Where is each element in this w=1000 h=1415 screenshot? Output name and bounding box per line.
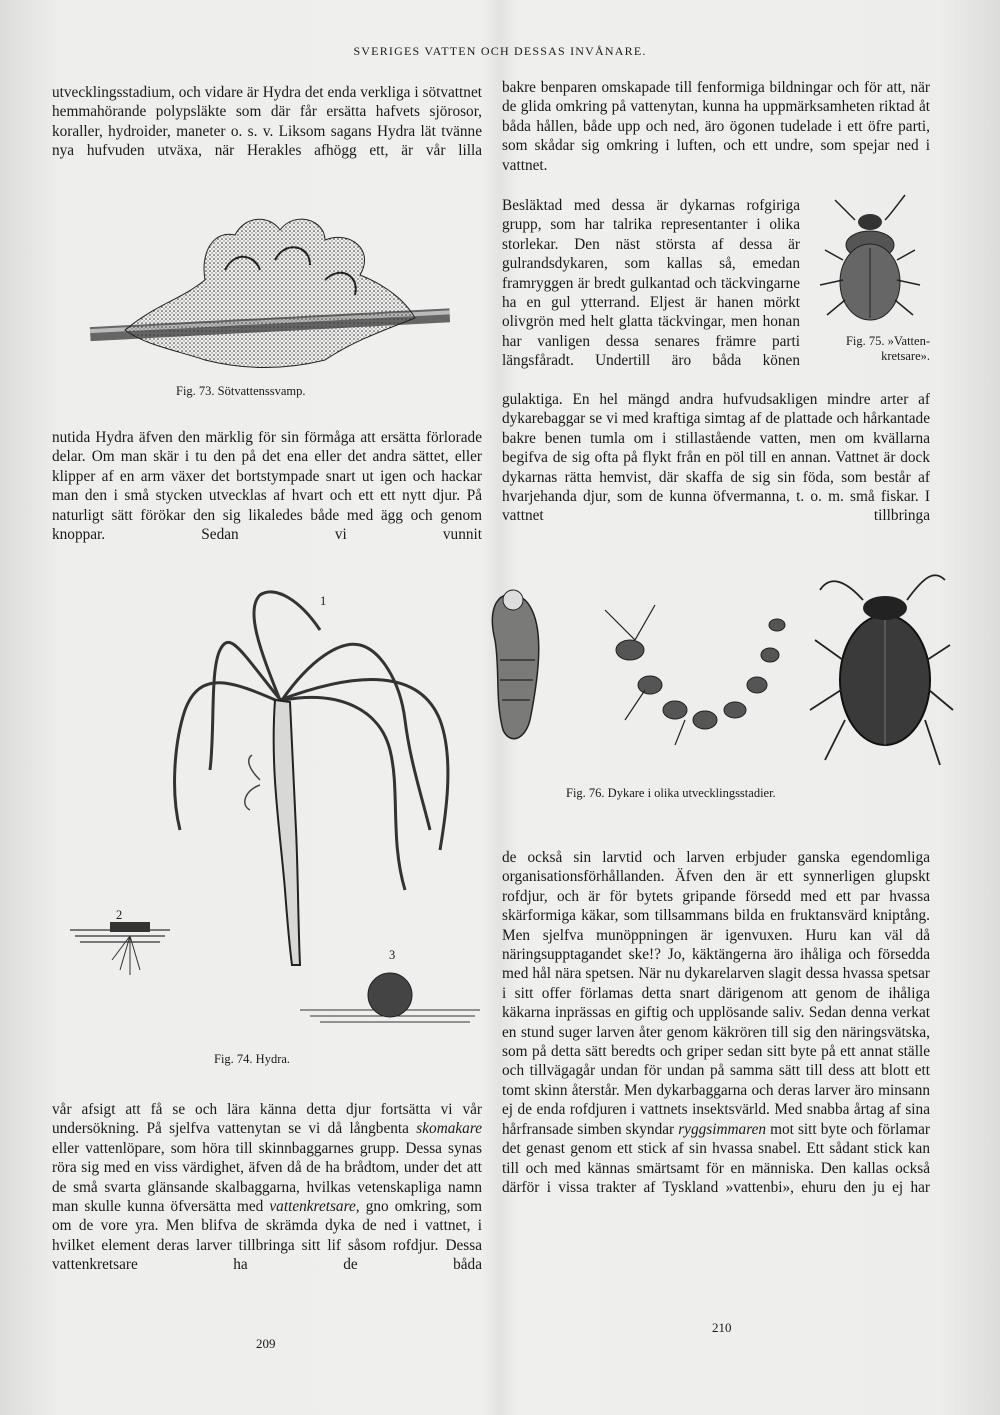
fig75-caption-line1: Fig. 75. »Vatten- xyxy=(845,334,930,348)
fig73-caption: Fig. 73. Sötvattenssvamp. xyxy=(176,384,306,398)
fig74-caption: Fig. 74. Hydra. xyxy=(214,1052,291,1066)
term-skomakare: skomakare xyxy=(416,1120,482,1138)
left-paragraph-3-text-a: vår afsigt att få se och lära känna detta djur fortsätta vi vår undersökning. På sjelfva vattenytan se vi då långbenta xyxy=(52,1101,482,1138)
right-paragraph-1-wrap xyxy=(502,196,800,371)
right-paragraph-1-top xyxy=(502,78,930,175)
left-paragraph-1 xyxy=(52,83,482,161)
fig76-diving-beetle-stages-illustration xyxy=(485,560,955,785)
right-paragraph-2 xyxy=(502,848,930,1197)
fig75-caption xyxy=(818,334,930,364)
left-paragraph-3 xyxy=(52,1100,482,1275)
right-paragraph-1-wrap-text: Besläktad med dessa är dykarnas rofgiriga grupp, som har talrika representanter i olika storlekar. Den näst största af dessa är gulrandsdykaren, som kallas så, emedan framryggen är bredt gulkantad och täckvingarne ha en gul ytterrand. Eljest är hanen mörkt olivgrön med helt glatta täckvingar, men honan har vanligen dessa senares främre parti längsfåradt. Undertill äro båda könen xyxy=(502,197,800,370)
left-paragraph-2 xyxy=(52,428,482,544)
left-paragraph-3-text-b: eller vattenlöpare, som höra till skinnbaggarnes grupp. Dessa synas röra sig med en viss värdighet, äfven då de ha brådtom, under det att de små svarta glänsande skalbaggarna, hvilkas vetenskapliga namn man skulle kunna öfversätta med xyxy=(52,1139,482,1216)
right-paragraph-2-text-a: de också sin larvtid och larven erbjuder ganska egendomliga organisationsförhållanden. Äfven den är ett synnerligen glupskt rofdjur, och är för bytets gripande försedd med ett par hvassa skärformiga käkar, som tillsammans bilda en fruktansvärd kniptång. Men sjelfva munöppningen är igenvuxen. Huru kan väl då näringsupptagandet ske!? Jo, käktängerna äro ihåliga och försedda med hål nära spetsen. När nu dykarelarven slagit dessa hvassa spetsar i sitt offer förlamas detta snart därigenom att genom de ihåliga käkarna inprässas en giftig och upplösande saliv. Sedan denna verkat en stund suger larven åter genom käkrören till sig den näringsvätska, som på detta sätt beredts och griper sedan sitt byte på ett annat ställe och tillvägagår undan för undan på samma sätt till dess att blott ett tomt skinn återstår. Men dykarbaggarna och deras larver äro minsann ej de enda rofdjuren i vattnets insektsvärld. Med snabba årtag af sina hårfransade simben skyndar xyxy=(502,849,930,1138)
fig74-hydra-illustration xyxy=(60,590,480,1050)
right-paragraph-2-text-b: mot sitt byte och förlamar det genast genom ett stick af sin hvassa snabel. Ett sådant stick kan till och med kännas smärtsamt för en människa. Den kallas också därför i vissa trakter af Tyskland »vattenbi», ehuru den ju ej har xyxy=(502,1120,930,1196)
fig74-label-3: 3 xyxy=(389,948,396,962)
term-ryggsimmaren: ryggsimmaren xyxy=(678,1120,767,1138)
running-header: SVERIGES VATTEN OCH DESSAS INVÅNARE. xyxy=(353,44,647,58)
right-page-number: 210 xyxy=(712,1320,732,1335)
right-paragraph-1-bottom-text: gulaktiga. En hel mängd andra hufvudsakligen mindre arter af dykarebaggar se vi med kraftiga simtag af de plattade och hårkantade bakre benen tumla om i stillastående vatten, men om kvällarna begifva de sig ofta på flykt från en pöl till en annan. Vattnet är dock dykarnas rätta hemvist, där skaffa de sig sin föda, som består af hvarjehanda djur, som de kunna öfvermanna, t. o. m. små fiskar. I vattnet tillbringa xyxy=(502,391,930,525)
right-paragraph-1-top-text: bakre benparen omskapade till fenformiga bildningar och för att, när de glida omkring på vattenytan, kunna ha uppmärksamheten riktad åt båda hållen, både upp och ned, äro ögonen tudelade i ett öfre parti, som skådar sig omkring i luften, och ett undre, som spejar ned i vattnet. xyxy=(502,79,930,174)
fig75-water-beetle-illustration xyxy=(815,190,925,330)
fig75-caption-line2: kretsare». xyxy=(881,349,930,363)
fig74-label-1: 1 xyxy=(320,594,327,608)
term-vattenkretsare: vattenkretsare, xyxy=(269,1198,360,1216)
left-paragraph-2-text: nutida Hydra äfven den märklig för sin förmåga att ersätta förlorade delar. Om man skär i tu den på det ena eller det andra sättet, eller klipper af en arm växer det bortstympade snart ut igen och hackar man den i små stycken utvecklas af hvart och ett ett nytt djur. På naturligt sätt förökar den sig likaledes både med ägg och genom knoppar. Sedan vi vunnit xyxy=(52,429,482,544)
fig74-label-2: 2 xyxy=(116,908,123,922)
left-paragraph-3-text-c: gno omkring, som om de vore yra. Men blifva de skrämda dyka de ned i vattnet, i hvilket element deras larver tillbringa sitt lif såsom rofdjur. Dessa vattenkretsare ha de båda xyxy=(52,1198,482,1274)
left-page-number: 209 xyxy=(256,1336,276,1351)
fig73-freshwater-sponge-illustration xyxy=(85,210,455,380)
fig76-caption: Fig. 76. Dykare i olika utvecklingsstadier. xyxy=(566,786,776,800)
right-paragraph-1-bottom xyxy=(502,390,930,526)
left-paragraph-1-text: utvecklingsstadium, och vidare är Hydra det enda verkliga i sötvattnet hemmahörande polypsläkte som där får ersätta hafvets sjörosor, koraller, hydroider, maneter o. s. v. Liksom sagans Hydra lät tvänne nya hufvuden utväxa, när Herakles afhögg ett, är vår lilla xyxy=(52,84,482,160)
